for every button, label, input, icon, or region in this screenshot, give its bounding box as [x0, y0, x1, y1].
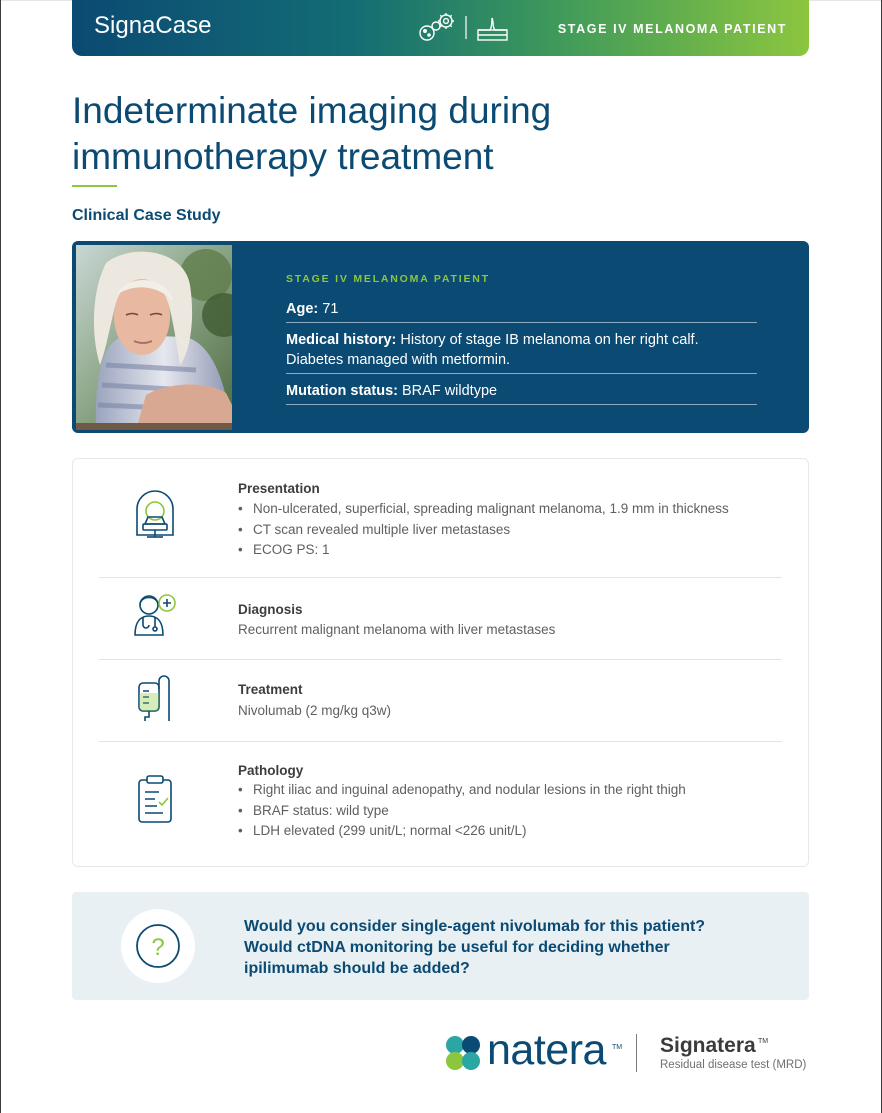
- skin-layers-icon: [478, 18, 507, 40]
- diagnosis-text: Recurrent malignant melanoma with liver metastases: [238, 622, 556, 637]
- question-box: [72, 892, 809, 1000]
- title-underline: [72, 185, 117, 187]
- page-left-edge: [0, 0, 1, 1113]
- section-divider: [99, 741, 782, 742]
- case-details-card: [72, 458, 809, 867]
- question-circle-icon: [121, 909, 195, 983]
- list-item: • BRAF status: wild type: [238, 801, 686, 822]
- diagnosis-title: Diagnosis: [238, 602, 303, 617]
- section-divider: [99, 577, 782, 578]
- ct-scanner-icon: [133, 489, 177, 543]
- pathology-title: Pathology: [238, 763, 304, 778]
- presentation-list: [238, 499, 729, 561]
- patient-divider: [286, 373, 757, 374]
- natera-logo-mark: [444, 1034, 482, 1072]
- signatera-subtitle: Residual disease test (MRD): [660, 1059, 807, 1071]
- svg-text:?: ?: [151, 934, 165, 961]
- presentation-title: Presentation: [238, 481, 320, 496]
- list-item: • Non-ulcerated, superficial, spreading malignant melanoma, 1.9 mm in thickness: [238, 499, 729, 520]
- brand-name: SignaCase: [94, 12, 212, 39]
- signatera-logo-text: Signatera: [660, 1034, 756, 1057]
- logo-divider: [636, 1034, 637, 1072]
- signatera-trademark: TM: [758, 1038, 769, 1045]
- patient-divider: [286, 404, 757, 405]
- list-item: • ECOG PS: 1: [238, 540, 729, 561]
- treatment-text: Nivolumab (2 mg/kg q3w): [238, 703, 392, 718]
- patient-age: Age: 71: [286, 301, 339, 317]
- list-item: • Right iliac and inguinal adenopathy, and nodular lesions in the right thigh: [238, 780, 686, 801]
- patient-mutation-status: Mutation status: BRAF wildtype: [286, 383, 498, 399]
- question-badge: [121, 909, 195, 983]
- cells-gear-icon: [420, 13, 454, 40]
- clipboard-check-icon: [133, 772, 177, 826]
- iv-bag-icon: [133, 671, 177, 725]
- section-divider: [99, 659, 782, 660]
- pathology-list: [238, 780, 686, 842]
- page-title: Indeterminate imaging during immunotherapy treatment: [72, 90, 552, 177]
- list-item: • LDH elevated (299 unit/L; normal <226 unit/L): [238, 821, 686, 842]
- natera-logo-text: natera: [487, 1026, 606, 1074]
- patient-divider: [286, 322, 757, 323]
- doctor-plus-icon: [133, 591, 177, 645]
- banner-icons: [416, 10, 524, 44]
- header-banner: [72, 0, 809, 56]
- natera-trademark: TM: [612, 1044, 623, 1051]
- banner-patient-tag: STAGE IV MELANOMA PATIENT: [557, 22, 787, 36]
- patient-medical-history: Medical history: History of stage IB melanoma on her right calf. Diabetes managed with metformin.: [286, 332, 699, 368]
- treatment-title: Treatment: [238, 682, 303, 697]
- list-item: • CT scan revealed multiple liver metastases: [238, 520, 729, 541]
- patient-card-tag: STAGE IV MELANOMA PATIENT: [286, 273, 490, 285]
- page-subtitle: Clinical Case Study: [72, 207, 221, 224]
- patient-card: [72, 241, 809, 433]
- patient-photo: [76, 245, 232, 430]
- question-text: Would you consider single-agent nivolumab for this patient? Would ctDNA monitoring be useful for deciding whether ipilimumab should be added?: [244, 918, 706, 977]
